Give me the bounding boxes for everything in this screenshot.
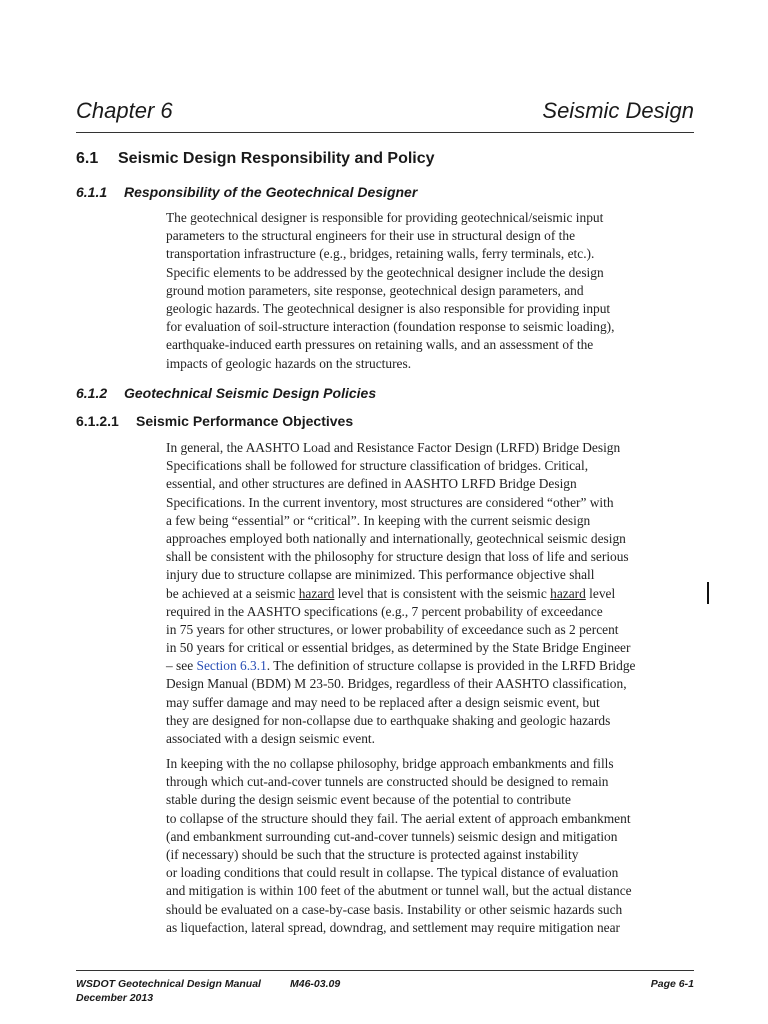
text-line: earthquake-induced earth pressures on retaining walls, and an assessment of the [166, 337, 594, 353]
text-line: The geotechnical designer is responsible for providing geotechnical/seismic input [166, 210, 604, 225]
text-line: essential, and other structures are defined in AASHTO LRFD Bridge Design [166, 476, 577, 492]
text-line: Specific elements to be addressed by the geotechnical designer include the design [166, 264, 604, 280]
chapter-number: Chapter 6 [76, 98, 173, 123]
section-6-1-2-heading [76, 385, 376, 401]
text-line: Design Manual (BDM) M 23-50. Bridges, regardless of their AASHTO classification, [166, 676, 627, 692]
text-line: ground motion parameters, site response, geotechnical design parameters, and [166, 282, 584, 298]
performance-paragraph-2 [166, 755, 696, 937]
section-title: Seismic Design Responsibility and Policy [118, 150, 435, 167]
text-line: parameters to the structural engineers for their use in structural design of the [166, 228, 576, 244]
footer-manual-code: M46-03.09 [290, 978, 341, 990]
text-fragment: . The definition of structure collapse is provided in the LRFD Bridge [266, 658, 636, 674]
text-line: they are designed for non-collapse due to earthquake shaking and geologic hazards [166, 712, 611, 728]
text-line: shall be consistent with the philosophy for structure design that loss of life and serious [166, 549, 629, 565]
text-line: required in the AASHTO specifications (e.g., 7 percent probability of exceedance [166, 603, 603, 619]
footer-page-number: Page 6-1 [650, 978, 694, 990]
text-line: approaches employed both nationally and internationally, geotechnical seismic design [166, 530, 626, 546]
text-line: as liquefaction, lateral spread, downdrag, and settlement may require mitigation near [166, 919, 621, 935]
text-line: a few being “essential” or “critical”. In keeping with the current seismic design [166, 512, 591, 528]
text-line: may suffer damage and may need to be replaced after a design seismic event, but [166, 694, 600, 710]
text-line [166, 657, 696, 675]
chapter-header [76, 96, 694, 133]
text-line: should be evaluated on a case-by-case basis. Instability or other seismic hazards such [166, 901, 623, 917]
text-line [166, 585, 696, 603]
text-fragment: level [585, 585, 616, 601]
text-line: and mitigation is within 100 feet of the abutment or tunnel wall, but the actual distance [166, 883, 632, 899]
section-6-1-1-heading [76, 184, 417, 200]
responsibility-paragraph [166, 209, 696, 373]
chapter-title: Seismic Design [542, 98, 694, 123]
section-number: 6.1.2.1 [76, 413, 119, 429]
text-line: In keeping with the no collapse philosophy, bridge approach embankments and fills [166, 756, 614, 771]
hazard-term: hazard [298, 585, 335, 601]
page-footer [76, 970, 694, 1005]
section-6-3-1-link[interactable]: Section 6.3.1 [196, 658, 267, 674]
section-title: Geotechnical Seismic Design Policies [124, 385, 377, 401]
text-line: transportation infrastructure (e.g., bridges, retaining walls, ferry terminals, etc.). [166, 246, 595, 262]
text-line: to collapse of the structure should they fail. The aerial extent of approach embankment [166, 810, 631, 826]
section-number: 6.1.2 [76, 385, 108, 401]
text-line: In general, the AASHTO Load and Resistance Factor Design (LRFD) Bridge Design [166, 440, 621, 455]
text-line: associated with a design seismic event. [166, 731, 375, 746]
text-fragment: be achieved at a seismic [166, 585, 299, 601]
text-line: geologic hazards. The geotechnical designer is also responsible for providing input [166, 300, 611, 316]
text-line: Specifications. In the current inventory, most structures are considered “other” with [166, 494, 614, 510]
section-number: 6.1.1 [76, 184, 108, 200]
text-line: in 50 years for critical or essential bridges, as determined by the State Bridge Engineer [166, 640, 631, 656]
section-title: Responsibility of the Geotechnical Designer [124, 184, 418, 200]
text-line: in 75 years for other structures, or lower probability of exceedance such as 2 percent [166, 621, 619, 637]
section-number: 6.1 [76, 150, 99, 167]
text-line: impacts of geologic hazards on the structures. [166, 355, 412, 371]
hazard-term: hazard [550, 585, 586, 601]
text-cursor [707, 582, 709, 604]
text-line: (and embankment surrounding cut-and-cover tunnels) seismic design and mitigation [166, 828, 618, 844]
text-line: Specifications shall be followed for structure classification of bridges. Critical, [166, 458, 589, 474]
text-line: injury due to structure collapse are minimized. This performance objective shall [166, 567, 595, 583]
text-fragment: – see [166, 658, 197, 674]
footer-manual-title: WSDOT Geotechnical Design Manual [76, 978, 261, 990]
section-title: Seismic Performance Objectives [136, 413, 354, 429]
section-6-1-2-1-heading [76, 413, 353, 429]
text-line: stable during the design seismic event because of the potential to contribute [166, 792, 571, 808]
performance-paragraph-1 [166, 439, 696, 748]
text-line: or loading conditions that could result in collapse. The typical distance of evaluation [166, 865, 619, 881]
footer-date: December 2013 [76, 992, 154, 1004]
text-fragment: level that is consistent with the seismic [334, 585, 551, 601]
section-6-1-heading [76, 150, 435, 168]
text-line: through which cut-and-cover tunnels are constructed should be designed to remain [166, 774, 609, 790]
text-line: for evaluation of soil-structure interaction (foundation response to seismic loading), [166, 319, 615, 335]
text-line: (if necessary) should be such that the structure is protected against instability [166, 846, 579, 862]
